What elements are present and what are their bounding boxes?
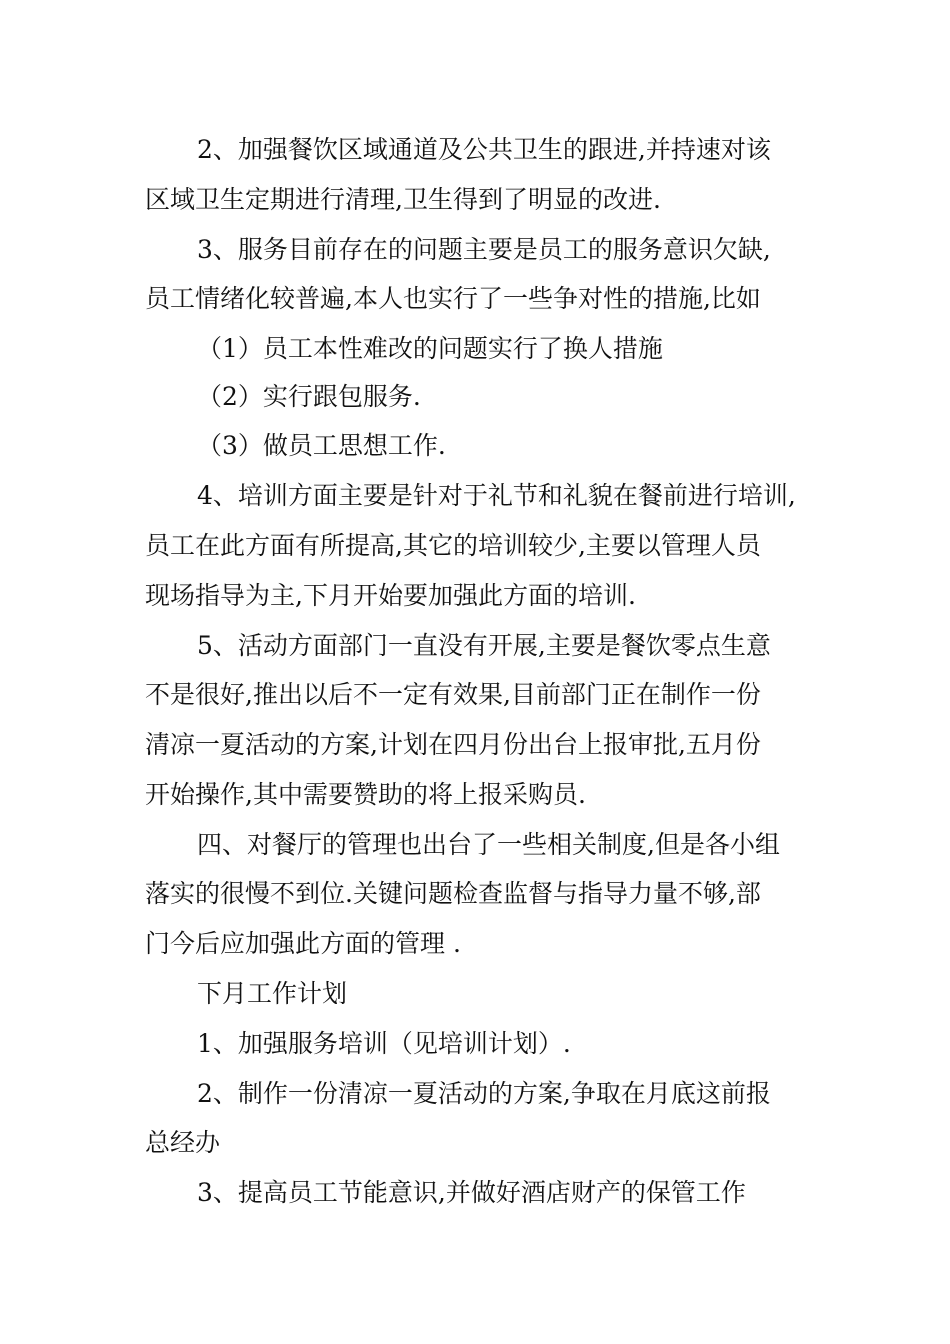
text-line: （2）实行跟包服务.: [197, 382, 421, 411]
text-line: 4、培训方面主要是针对于礼节和礼貌在餐前进行培训,: [197, 481, 796, 510]
text-line: 2、加强餐饮区域通道及公共卫生的跟进,并持速对该: [197, 135, 771, 164]
text-line: 员工在此方面有所提高,其它的培训较少,主要以管理人员: [145, 531, 761, 560]
text-line: 四、对餐厅的管理也出台了一些相关制度,但是各小组: [197, 830, 780, 859]
text-line: （1）员工本性难改的问题实行了换人措施: [197, 334, 663, 363]
text-line: 现场指导为主,下月开始要加强此方面的培训.: [145, 581, 636, 610]
text-line: 落实的很慢不到位.关键问题检查监督与指导力量不够,部: [145, 879, 761, 908]
text-line: 3、服务目前存在的问题主要是员工的服务意识欠缺,: [197, 235, 771, 264]
text-line: 清凉一夏活动的方案,计划在四月份出台上报审批,五月份: [145, 730, 761, 759]
text-line: 2、制作一份清凉一夏活动的方案,争取在月底这前报: [197, 1079, 771, 1108]
text-line: （3）做员工思想工作.: [197, 431, 446, 460]
text-line: 不是很好,推出以后不一定有效果,目前部门正在制作一份: [145, 680, 761, 709]
text-line: 区域卫生定期进行清理,卫生得到了明显的改进.: [145, 185, 661, 214]
text-line: 总经办: [145, 1128, 221, 1157]
text-line: 3、提高员工节能意识,并做好酒店财产的保管工作: [197, 1178, 746, 1207]
text-line: 1、加强服务培训（见培训计划）.: [197, 1029, 571, 1058]
text-line: 5、活动方面部门一直没有开展,主要是餐饮零点生意: [197, 631, 771, 660]
text-line: 门今后应加强此方面的管理 .: [145, 929, 461, 958]
text-line: 下月工作计划: [197, 979, 348, 1008]
text-line: 员工情绪化较普遍,本人也实行了一些争对性的措施,比如: [145, 284, 761, 313]
text-line: 开始操作,其中需要赞助的将上报采购员.: [145, 780, 586, 809]
